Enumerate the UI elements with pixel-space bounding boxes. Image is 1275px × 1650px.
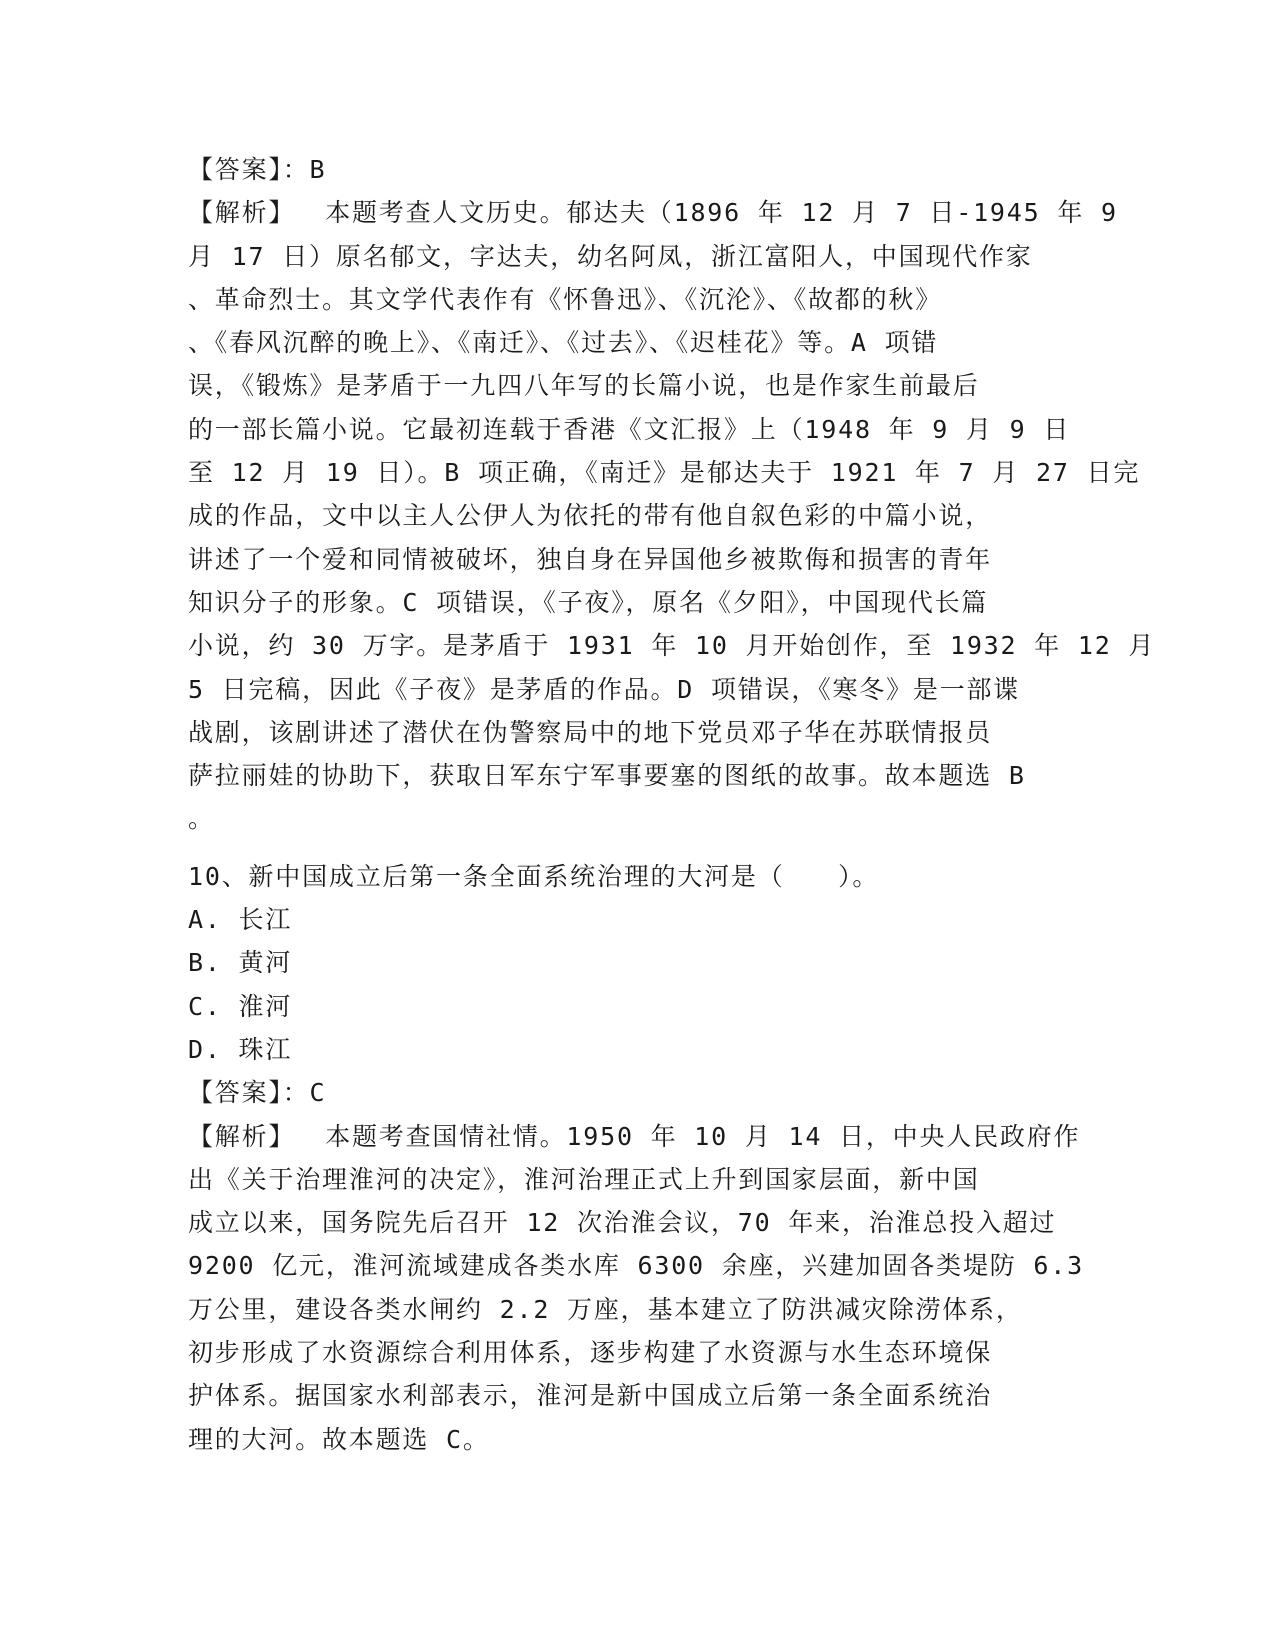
answer-separator: ： xyxy=(282,155,310,184)
answer-separator: ： xyxy=(282,1078,310,1108)
q9-analysis-line: 讲述了一个爱和同情被破坏，独自身在异国他乡被欺侮和损害的青年 xyxy=(188,544,993,574)
q10-analysis-line: 初步形成了水资源综合利用体系，逐步构建了水资源与水生态环境保 xyxy=(188,1338,993,1368)
q9-analysis-line: 、《春风沉醉的晚上》、《南迁》、《过去》、《迟桂花》等。A 项错 xyxy=(188,328,939,358)
q10-analysis-line: 护体系。据国家水利部表示，淮河是新中国成立后第一条全面系统治 xyxy=(188,1381,993,1411)
q9-analysis-line: 小说，约 30 万字。是茅盾于 1931 年 10 月开始创作，至 1932 年 12 月 xyxy=(188,631,1156,661)
q9-analysis-line: 的一部长篇小说。它最初连载于香港《文汇报》上（1948 年 9 月 9 日 xyxy=(188,414,1071,444)
answer-label: 【答案】 xyxy=(188,1078,283,1108)
q9-analysis-line: 成的作品，文中以主人公伊人为依托的带有他自叙色彩的中篇小说， xyxy=(188,501,993,531)
q9-analysis-line: 。 xyxy=(188,804,215,834)
q10-answer xyxy=(188,1071,1088,1114)
q10-analysis-line: 9200 亿元，淮河流域建成各类水库 6300 余座，兴建加固各类堤防 6.3 xyxy=(188,1251,1084,1281)
q9-analysis-line: 至 12 月 19 日）。B 项正确，《南迁》是郁达夫于 1921 年 7 月 27 日完 xyxy=(188,458,1141,488)
q10-analysis-line: 出《关于治理淮河的决定》，淮河治理正式上升到国家层面，新中国 xyxy=(188,1164,980,1194)
q10-analysis-line: 理的大河。故本题选 C。 xyxy=(188,1424,490,1454)
document-content xyxy=(188,148,1156,1461)
q9-analysis-line: 误，《锻炼》是茅盾于一九四八年写的长篇小说，也是作家生前最后 xyxy=(188,371,980,401)
q9-analysis-line: 战剧，该剧讲述了潜伏在伪警察局中的地下党员邓子华在苏联情报员 xyxy=(188,717,993,747)
q10-analysis-line: 万公里，建设各类水闸约 2.2 万座，基本建立了防洪减灾除涝体系， xyxy=(188,1294,1023,1324)
answer-value: C xyxy=(309,1078,327,1108)
q10-analysis-line-1 xyxy=(188,1115,1088,1158)
analysis-text: 本题考查国情社情。1950 年 10 月 14 日，中央人民政府作 xyxy=(325,1121,1081,1151)
q9-analysis-line: 5 日完稿，因此《子夜》是茅盾的作品。D 项错误，《寒冬》是一部谍 xyxy=(188,674,1021,704)
analysis-label: 【解析】 xyxy=(188,198,296,228)
q9-analysis-line: 、革命烈士。其文学代表作有《怀鲁迅》、《沉沦》、《故都的秋》 xyxy=(188,284,943,314)
answer-value: B xyxy=(309,155,327,184)
q10-option-c: C. 淮河 xyxy=(188,991,293,1021)
q10-option-a: A. 长江 xyxy=(188,905,293,935)
analysis-label: 【解析】 xyxy=(188,1121,296,1151)
q9-analysis-line: 知识分子的形象。C 项错误，《子夜》，原名《夕阳》，中国现代长篇 xyxy=(188,587,989,617)
q9-analysis-line-1 xyxy=(188,191,1118,234)
q9-analysis-line: 萨拉丽娃的协助下，获取日军东宁军事要塞的图纸的故事。故本题选 B xyxy=(188,761,1026,791)
q10-option-b: B. 黄河 xyxy=(188,948,293,978)
analysis-text: 本题考查人文历史。郁达夫（1896 年 12 月 7 日-1945 年 9 xyxy=(325,198,1118,228)
q9-analysis-line: 月 17 日）原名郁文，字达夫，幼名阿凤，浙江富阳人，中国现代作家 xyxy=(188,241,1033,271)
q10-analysis-line: 成立以来，国务院先后召开 12 次治淮会议，70 年来，治淮总投入超过 xyxy=(188,1208,1057,1238)
q10-question: 10、新中国成立后第一条全面系统治理的大河是（ ）。 xyxy=(188,861,880,891)
answer-label: 【答案】 xyxy=(188,155,283,184)
q9-answer xyxy=(188,148,1088,191)
q10-option-d: D. 珠江 xyxy=(188,1034,293,1064)
